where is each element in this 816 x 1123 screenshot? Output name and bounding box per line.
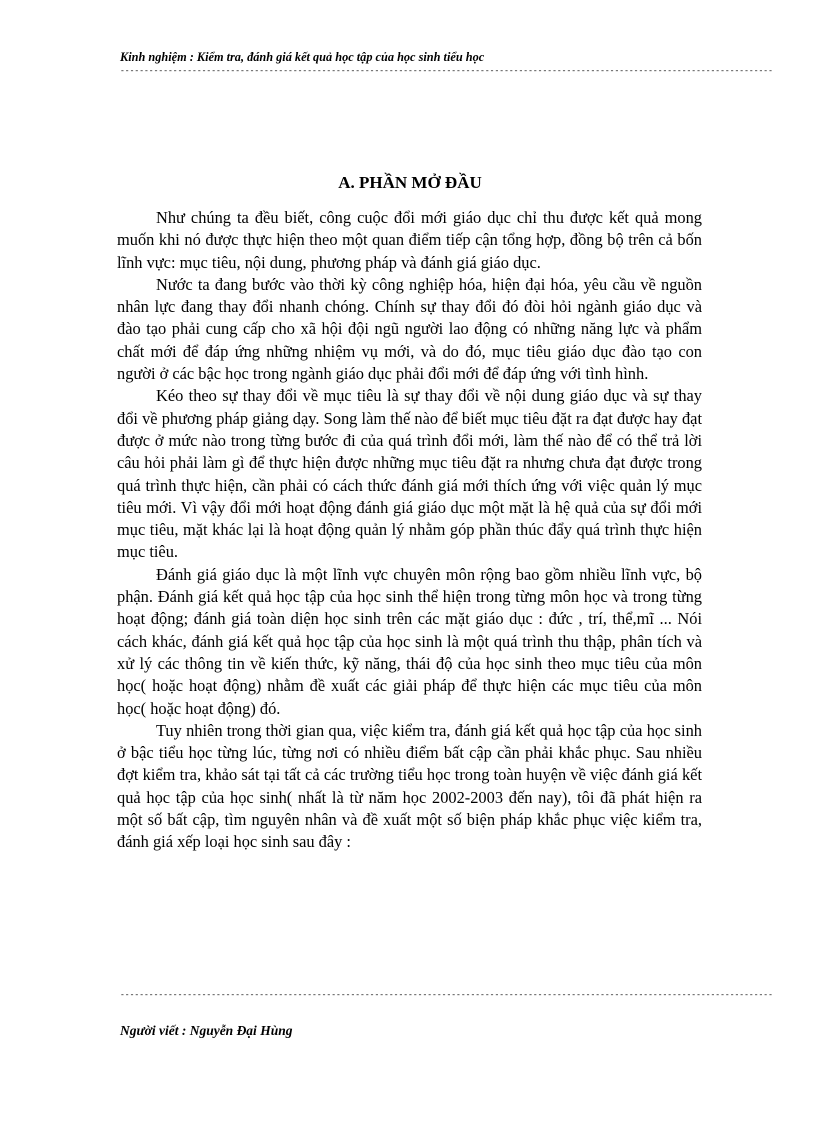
paragraph: Như chúng ta đều biết, công cuộc đổi mới giáo dục chỉ thu được kết quả mong muốn khi nó được thực hiện theo một quan điểm tiếp cận tổng hợp, đồng bộ trên cả bốn lĩnh vực: mục tiêu, nội dung, phương pháp và đánh giá giáo dục.	[117, 208, 702, 272]
paragraph: Tuy nhiên trong thời gian qua, việc kiểm tra, đánh giá kết quả học tập của học sinh ở bậc tiểu học từng lúc, từng nơi có nhiều điểm bất cập cần phải khắc phục. Sau nhiều đợt kiểm tra, khảo sát tại tất cả các trường tiểu học trong toàn huyện về việc đánh giá kết quả học tập của học sinh( nhất là từ năm học 2002-2003 đến nay), tôi đã phát hiện ra một số bất cập, tìm nguyên nhân và đề xuất một số biện pháp khắc phục việc kiểm tra, đánh giá xếp loại học sinh sau đây :	[117, 720, 702, 852]
paragraph: Kéo theo sự thay đổi về mục tiêu là sự thay đổi về nội dung giáo dục và sự thay đổi về phương pháp giảng dạy. Song làm thế nào để biết mục tiêu đặt ra đạt được hay đạt được ở mức nào trong từng bước đi của quá trình đổi mới, làm thế nào để có thể trả lời câu hỏi phải làm gì để thực hiện được những mục tiêu đặt ra nhưng chưa đạt được trong quá trình thực hiện, cần phải có cách thức đánh giá mới thích ứng với việc quản lý mục tiêu mới. Vì vậy đổi mới hoạt động đánh giá giáo dục một mặt là hệ quả của sự đổi mới mục tiêu, mặt khác lại là hoạt động quản lý nhằm góp phần thúc đẩy quá trình thực hiện mục tiêu.	[117, 386, 702, 562]
body-text	[117, 207, 702, 854]
header-separator: ----------------------------------------------------------------------------------------------------------------------------------------	[120, 67, 773, 76]
section-title: A. PHẦN MỞ ĐẦU	[338, 173, 482, 192]
paragraph: Đánh giá giáo dục là một lĩnh vực chuyên môn rộng bao gồm nhiều lĩnh vực, bộ phận. Đánh giá kết quả học tập của học sinh thể hiện trong từng môn học và trong từng hoạt động; đánh giá toàn diện học sinh trên các mặt giáo dục : đức , trí, thể,mĩ ... Nói cách khác, đánh giá kết quả học tập của học sinh là một quá trình thu thập, phân tích và xử lý các thông tin về kiến thức, kỹ năng, thái độ của học sinh theo mục tiêu của môn học( hoặc hoạt động) nhằm đề xuất các giải pháp để thực hiện các mục tiêu của môn học( hoặc hoạt động) đó.	[117, 564, 702, 718]
footer-separator: ----------------------------------------------------------------------------------------------------------------------------------------	[120, 991, 773, 1000]
page-header: Kinh nghiệm : Kiểm tra, đánh giá kết quả học tập của học sinh tiểu học	[120, 50, 485, 64]
page-footer: Người viết : Nguyễn Đại Hùng	[120, 1023, 293, 1038]
paragraph: Nước ta đang bước vào thời kỳ công nghiệp hóa, hiện đại hóa, yêu cầu về nguồn nhân lực đang thay đổi nhanh chóng. Chính sự thay đổi đó đòi hỏi ngành giáo dục và đào tạo phải cung cấp cho xã hội đội ngũ người lao động có những năng lực và phẩm chất mới để đáp ứng những nhiệm vụ mới, và do đó, mục tiêu giáo dục đào tạo con người ở các bậc học trong ngành giáo dục phải đổi mới để đáp ứng với tình hình.	[117, 274, 702, 384]
